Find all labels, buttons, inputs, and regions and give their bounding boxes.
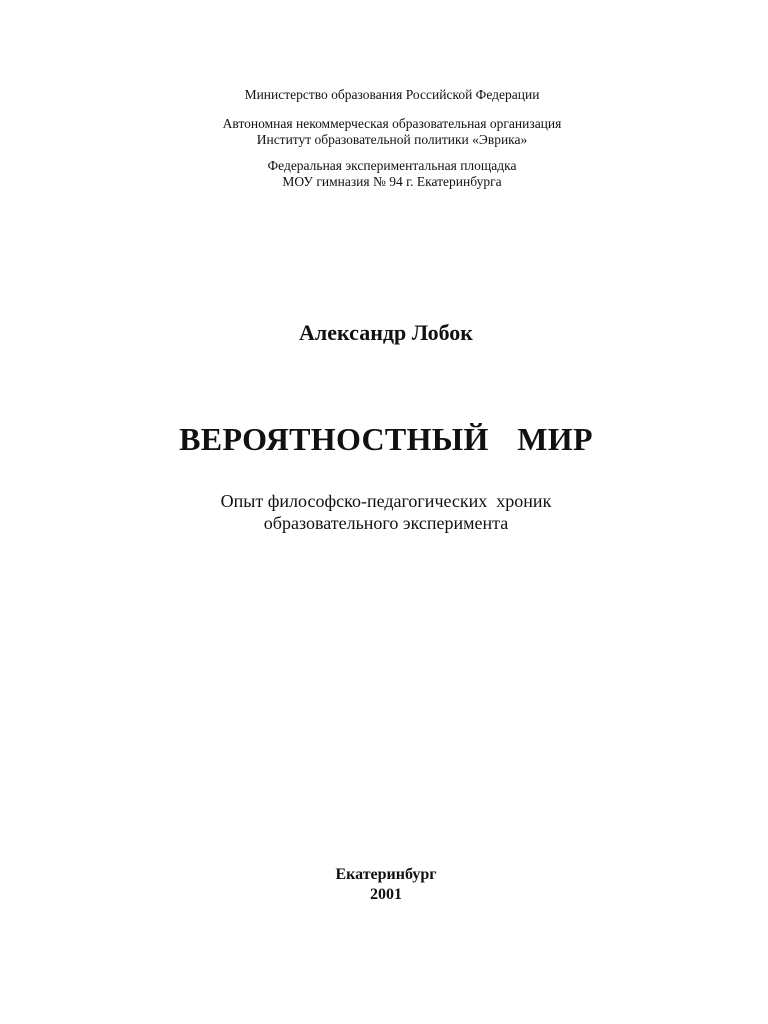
- organization-header: [8, 116, 768, 148]
- book-title-text: ВЕРОЯТНОСТНЫЙ МИР: [179, 421, 593, 457]
- organization-line-1: Автономная некоммерческая образовательная организация: [222, 116, 562, 131]
- experimental-site-header: [8, 158, 768, 190]
- author-name: Александр Лобок: [299, 320, 473, 345]
- book-subtitle: [2, 490, 768, 534]
- site-line-2: МОУ гимназия № 94 г. Екатеринбурга: [282, 174, 502, 189]
- imprint-city: Екатеринбург: [335, 866, 437, 883]
- imprint: [2, 865, 768, 905]
- site-line-1: Федеральная экспериментальная площадка: [267, 158, 517, 173]
- book-title: [2, 420, 768, 458]
- organization-line-2: Институт образовательной политики «Эврика»: [256, 132, 528, 147]
- subtitle-line-1: Опыт философско-педагогических хроник: [220, 491, 552, 511]
- imprint-year: 2001: [370, 886, 402, 903]
- subtitle-line-2: образовательного эксперимента: [263, 513, 509, 533]
- ministry-header: [8, 87, 768, 103]
- ministry-line: Министерство образования Российской Федерации: [244, 87, 540, 102]
